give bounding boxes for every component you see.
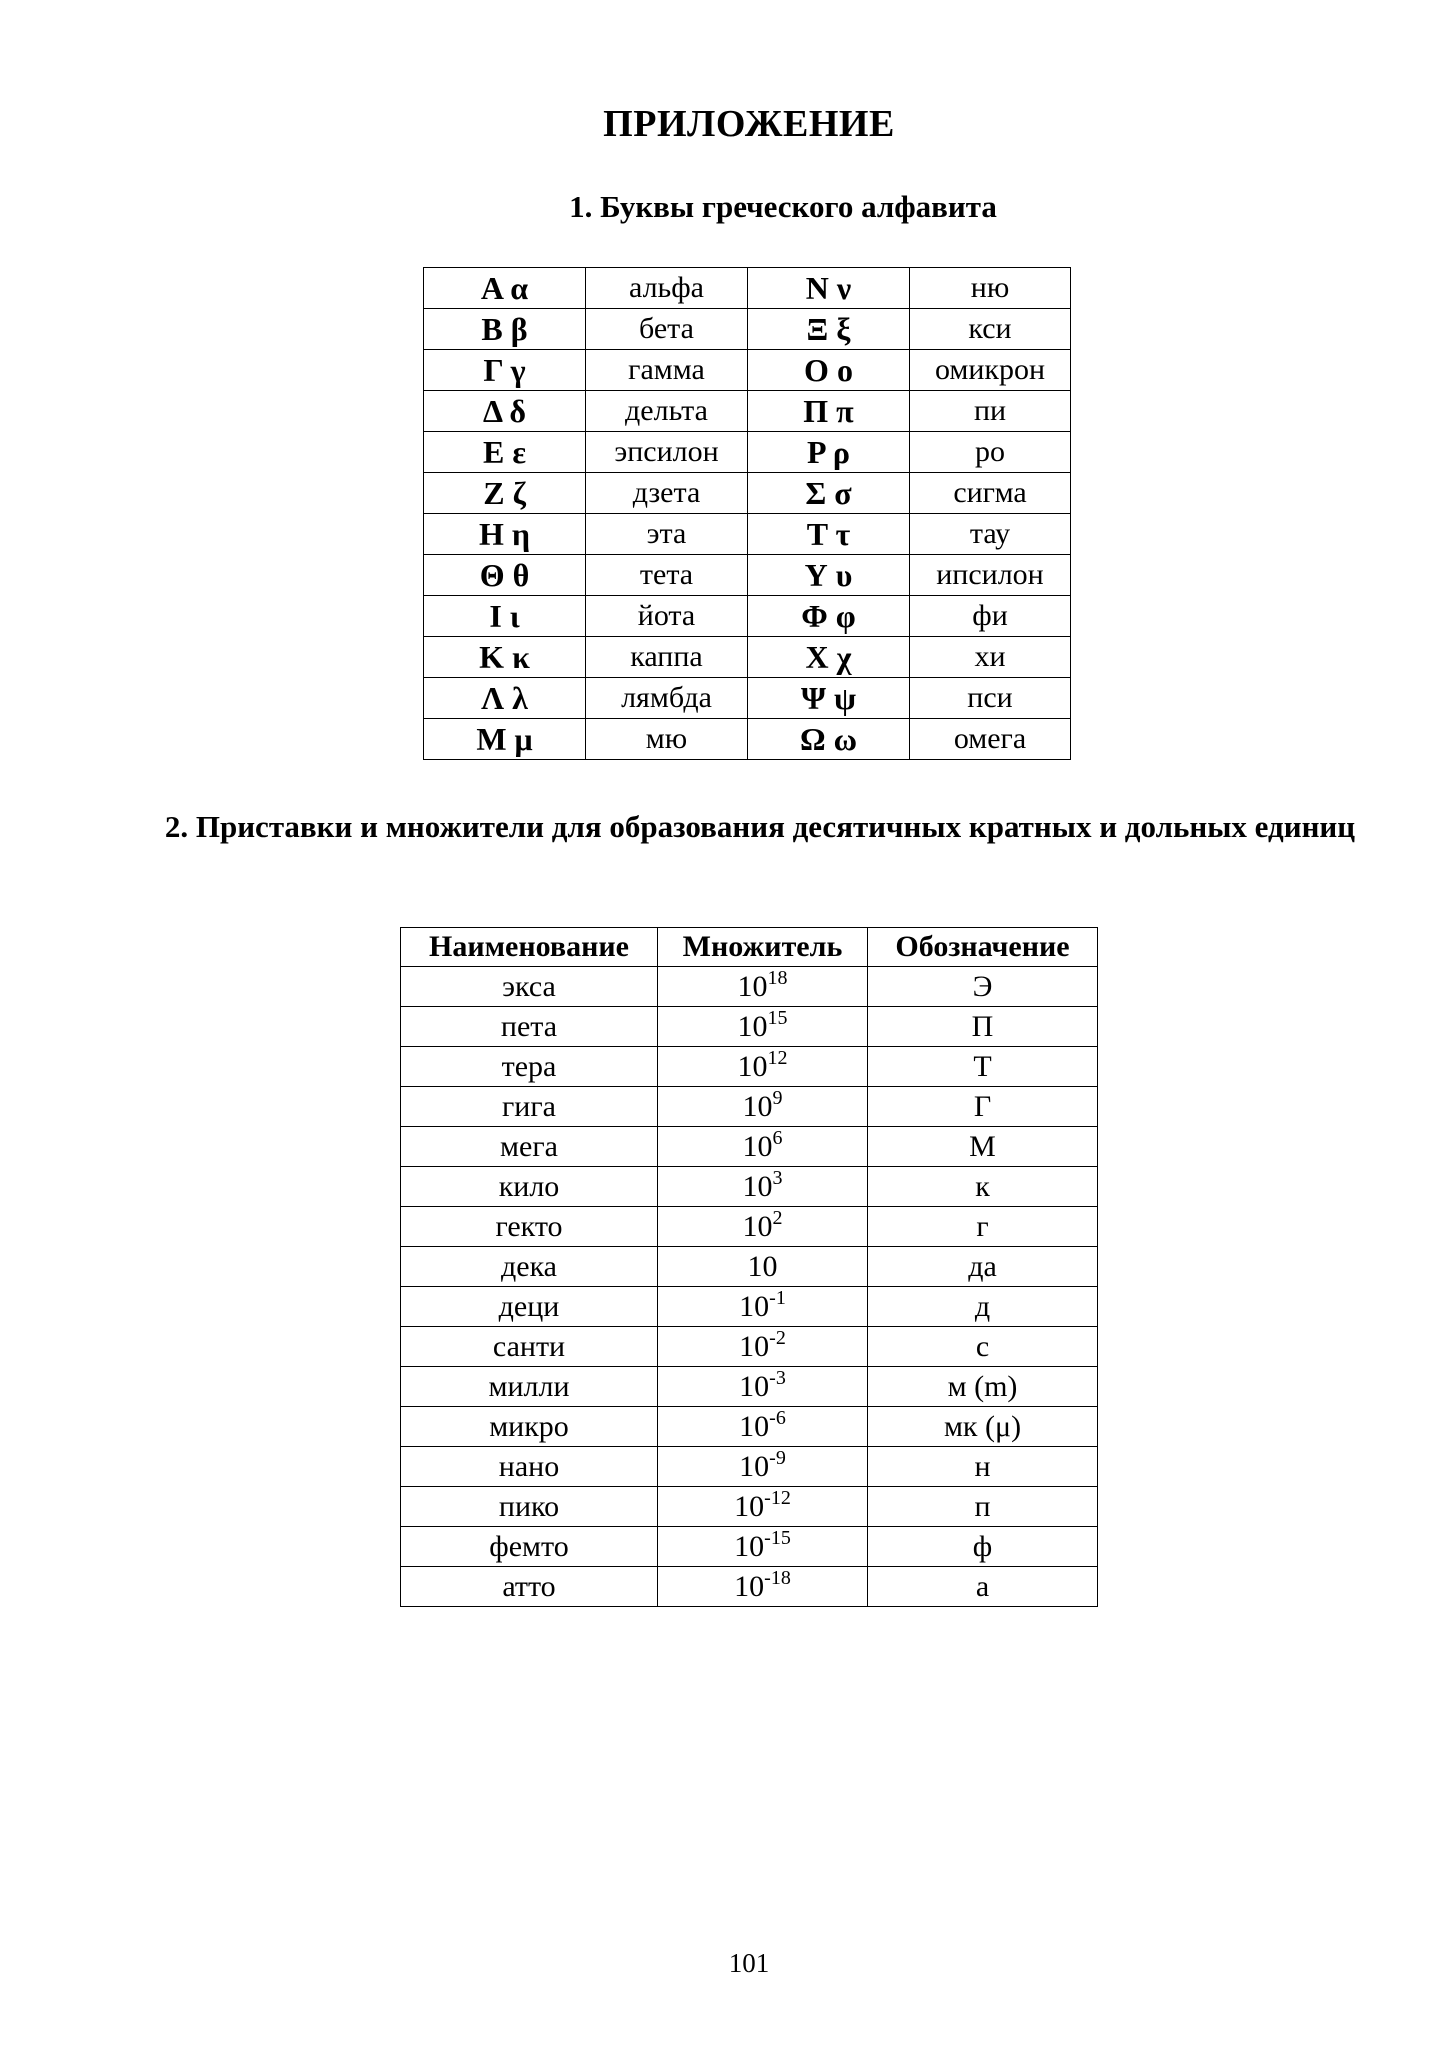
multiplier-base: 10 [739, 1449, 770, 1483]
multiplier-base: 10 [737, 1049, 768, 1083]
prefix-multiplier [658, 1087, 868, 1127]
letter-name: сигма [910, 473, 1071, 514]
letter-symbol: Ξ ξ [748, 309, 910, 350]
page-number: 101 [728, 1948, 770, 1978]
letter-name: йота [586, 596, 748, 637]
letter-name: лямбда [586, 678, 748, 719]
multiplier-exponent: -6 [769, 1406, 786, 1429]
letter-symbol: Ζ ζ [424, 473, 586, 514]
letter-symbol: Σ σ [748, 473, 910, 514]
prefix-designation: к [868, 1167, 1098, 1207]
prefix-designation: М [868, 1127, 1098, 1167]
table-row [424, 268, 1071, 309]
letter-name: ню [910, 268, 1071, 309]
prefix-designation: г [868, 1207, 1098, 1247]
letter-symbol: Ψ ψ [748, 678, 910, 719]
multiplier-base: 10 [737, 1009, 768, 1043]
prefix-name: кило [401, 1167, 658, 1207]
table-row [424, 309, 1071, 350]
multiplier-exponent: 2 [772, 1206, 783, 1229]
prefix-multiplier [658, 1047, 868, 1087]
table-row [401, 1207, 1098, 1247]
letter-symbol: Υ υ [748, 555, 910, 596]
header-name: Наименование [401, 928, 658, 967]
multiplier-base: 10 [734, 1529, 765, 1563]
multiplier-exponent: 12 [767, 1046, 788, 1069]
prefix-multiplier [658, 1007, 868, 1047]
multiplier-exponent: -2 [769, 1326, 786, 1349]
prefix-multiplier [658, 1287, 868, 1327]
letter-name: дельта [586, 391, 748, 432]
multiplier-exponent: -3 [769, 1366, 786, 1389]
prefix-multiplier [658, 1327, 868, 1367]
letter-name: кси [910, 309, 1071, 350]
prefix-designation: П [868, 1007, 1098, 1047]
letter-symbol: Η η [424, 514, 586, 555]
prefix-name: деци [401, 1287, 658, 1327]
letter-name: дзета [586, 473, 748, 514]
multiplier-base: 10 [742, 1129, 773, 1163]
letter-name: бета [586, 309, 748, 350]
prefix-designation: да [868, 1247, 1098, 1287]
table-row [401, 1167, 1098, 1207]
prefix-multiplier [658, 967, 868, 1007]
prefix-name: экса [401, 967, 658, 1007]
letter-name: эта [586, 514, 748, 555]
letter-name: тау [910, 514, 1071, 555]
multiplier-base: 10 [739, 1329, 770, 1363]
prefix-name: тера [401, 1047, 658, 1087]
page-title: ПРИЛОЖЕНИЕ [603, 103, 895, 145]
prefix-designation: а [868, 1567, 1098, 1607]
table-row [424, 473, 1071, 514]
letter-symbol: Ω ω [748, 719, 910, 760]
letter-symbol: Π π [748, 391, 910, 432]
table-row [424, 432, 1071, 473]
multiplier-exponent: 6 [772, 1126, 783, 1149]
multiplier-base: 10 [742, 1089, 773, 1123]
table-row [401, 1287, 1098, 1327]
table-row [401, 1047, 1098, 1087]
prefix-name: мега [401, 1127, 658, 1167]
header-designation: Обозначение [868, 928, 1098, 967]
table-row [424, 719, 1071, 760]
letter-name: ро [910, 432, 1071, 473]
table-row [401, 1447, 1098, 1487]
table-row [401, 1527, 1098, 1567]
table-row [401, 1127, 1098, 1167]
prefix-name: дека [401, 1247, 658, 1287]
prefix-designation: ф [868, 1527, 1098, 1567]
letter-name: пи [910, 391, 1071, 432]
letter-symbol: Δ δ [424, 391, 586, 432]
prefix-designation: д [868, 1287, 1098, 1327]
multiplier-exponent: -1 [769, 1286, 786, 1309]
greek-alphabet-section-title: 1. Буквы греческого алфавита [569, 189, 997, 224]
letter-symbol: Α α [424, 268, 586, 309]
table-row [401, 1007, 1098, 1047]
prefix-multiplier [658, 1567, 868, 1607]
prefix-multiplier [658, 1247, 868, 1287]
letter-name: фи [910, 596, 1071, 637]
table-row [424, 555, 1071, 596]
letter-name: пси [910, 678, 1071, 719]
table-row [401, 1247, 1098, 1287]
letter-symbol: Ν ν [748, 268, 910, 309]
prefix-multiplier [658, 1487, 868, 1527]
prefix-designation: Т [868, 1047, 1098, 1087]
multiplier-base: 10 [734, 1489, 765, 1523]
prefix-multiplier [658, 1167, 868, 1207]
multiplier-exponent: -12 [764, 1486, 791, 1509]
multiplier-base: 10 [739, 1409, 770, 1443]
prefix-multiplier [658, 1207, 868, 1247]
letter-name: тета [586, 555, 748, 596]
prefix-designation: Г [868, 1087, 1098, 1127]
letter-name: мю [586, 719, 748, 760]
prefixes-section-title: 2. Приставки и множители для образования десятичных кратных и дольных единиц [164, 809, 1356, 844]
letter-symbol: Θ θ [424, 555, 586, 596]
letter-symbol: Κ κ [424, 637, 586, 678]
table-row [401, 1087, 1098, 1127]
prefix-name: атто [401, 1567, 658, 1607]
letter-symbol: Φ φ [748, 596, 910, 637]
prefix-name: пета [401, 1007, 658, 1047]
table-row [401, 1327, 1098, 1367]
multiplier-base: 10 [739, 1369, 770, 1403]
letter-name: альфа [586, 268, 748, 309]
letter-name: омикрон [910, 350, 1071, 391]
multiplier-exponent: 18 [767, 966, 788, 989]
table-row [424, 596, 1071, 637]
prefixes-table [400, 927, 1098, 1607]
multiplier-base: 10 [739, 1289, 770, 1323]
multiplier-base: 10 [742, 1209, 773, 1243]
prefix-name: пико [401, 1487, 658, 1527]
letter-name: гамма [586, 350, 748, 391]
letter-symbol: Β β [424, 309, 586, 350]
table-row [424, 514, 1071, 555]
header-multiplier: Множитель [658, 928, 868, 967]
letter-name: каппа [586, 637, 748, 678]
multiplier-base: 10 [734, 1569, 765, 1603]
letter-symbol: Τ τ [748, 514, 910, 555]
prefix-multiplier [658, 1407, 868, 1447]
prefix-name: гига [401, 1087, 658, 1127]
prefix-name: микро [401, 1407, 658, 1447]
table-row [401, 967, 1098, 1007]
prefix-designation: мк (μ) [868, 1407, 1098, 1447]
table-row [424, 350, 1071, 391]
letter-symbol: Γ γ [424, 350, 586, 391]
letter-name: омега [910, 719, 1071, 760]
prefix-designation: Э [868, 967, 1098, 1007]
table-row [401, 1407, 1098, 1447]
multiplier-exponent: -18 [764, 1566, 791, 1589]
prefix-name: санти [401, 1327, 658, 1367]
table-row [401, 1367, 1098, 1407]
prefix-name: фемто [401, 1527, 658, 1567]
letter-symbol: Ο ο [748, 350, 910, 391]
table-row [401, 1567, 1098, 1607]
prefix-name: нано [401, 1447, 658, 1487]
table-row [424, 391, 1071, 432]
letter-symbol: Ι ι [424, 596, 586, 637]
prefix-designation: с [868, 1327, 1098, 1367]
letter-symbol: Χ χ [748, 637, 910, 678]
multiplier-base: 10 [742, 1169, 773, 1203]
greek-alphabet-table-body [424, 268, 1071, 760]
multiplier-base: 10 [737, 969, 768, 1003]
multiplier-exponent: 9 [772, 1086, 783, 1109]
prefixes-table-header-row [401, 928, 1098, 967]
table-row [401, 1487, 1098, 1527]
letter-symbol: Λ λ [424, 678, 586, 719]
greek-alphabet-table [423, 267, 1071, 760]
prefix-designation: н [868, 1447, 1098, 1487]
letter-name: эпсилон [586, 432, 748, 473]
letter-symbol: Μ μ [424, 719, 586, 760]
prefix-multiplier [658, 1367, 868, 1407]
prefix-name: гекто [401, 1207, 658, 1247]
letter-symbol: Ρ ρ [748, 432, 910, 473]
letter-name: хи [910, 637, 1071, 678]
multiplier-exponent: -15 [764, 1526, 791, 1549]
prefix-multiplier [658, 1447, 868, 1487]
multiplier-exponent: 15 [767, 1006, 788, 1029]
multiplier-base: 10 [747, 1249, 778, 1283]
prefix-designation: м (m) [868, 1367, 1098, 1407]
letter-name: ипсилон [910, 555, 1071, 596]
prefix-multiplier [658, 1127, 868, 1167]
prefixes-table-body [401, 967, 1098, 1607]
prefix-designation: п [868, 1487, 1098, 1527]
table-row [424, 678, 1071, 719]
prefix-name: милли [401, 1367, 658, 1407]
multiplier-exponent: -9 [769, 1446, 786, 1469]
letter-symbol: Ε ε [424, 432, 586, 473]
table-row [424, 637, 1071, 678]
multiplier-exponent: 3 [772, 1166, 783, 1189]
prefix-multiplier [658, 1527, 868, 1567]
